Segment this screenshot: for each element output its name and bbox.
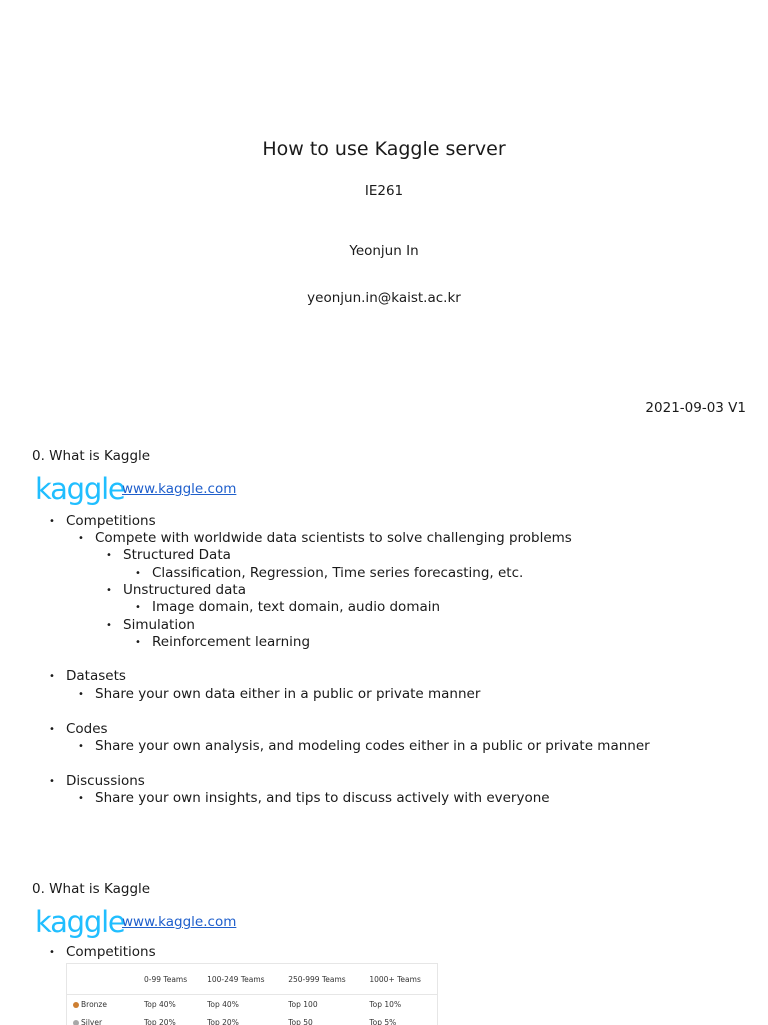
table-cell: Top 100 bbox=[282, 995, 363, 1014]
bronze-medal-icon bbox=[73, 1002, 79, 1008]
list-item: • Image domain, text domain, audio domain bbox=[152, 599, 440, 615]
table-header: 1000+ Teams bbox=[363, 964, 437, 995]
table-header bbox=[67, 964, 138, 995]
list-item-simulation: • Simulation bbox=[123, 617, 195, 633]
list-item-codes: • Codes bbox=[66, 721, 108, 737]
list-item: • Share your own analysis, and modeling codes either in a public or private manner bbox=[95, 738, 650, 754]
list-item: • Reinforcement learning bbox=[152, 634, 310, 650]
list-item: • Share your own data either in a public or private manner bbox=[95, 686, 480, 702]
table-header-row bbox=[67, 964, 437, 995]
table-header: 100-249 Teams bbox=[201, 964, 282, 995]
table-row bbox=[67, 1013, 437, 1025]
kaggle-link[interactable]: www.kaggle.com bbox=[122, 914, 236, 930]
list-item-discussions: • Discussions bbox=[66, 773, 145, 789]
list-item: • Share your own insights, and tips to discuss actively with everyone bbox=[95, 790, 550, 806]
medal-cell bbox=[67, 995, 138, 1014]
author-name: Yeonjun In bbox=[0, 243, 768, 259]
competition-tier-table bbox=[66, 963, 438, 1025]
list-item-competitions: • Competitions bbox=[66, 944, 156, 960]
course-code: IE261 bbox=[0, 183, 768, 199]
table-cell: Top 20% bbox=[138, 1013, 201, 1025]
table-cell: Top 10% bbox=[363, 995, 437, 1014]
list-item-structured-data: • Structured Data bbox=[123, 547, 231, 563]
list-item: • Classification, Regression, Time series forecasting, etc. bbox=[152, 565, 523, 581]
kaggle-logo: kaggle bbox=[35, 475, 125, 504]
table-cell: Top 5% bbox=[363, 1013, 437, 1025]
table-cell: Top 50 bbox=[282, 1013, 363, 1025]
document-title: How to use Kaggle server bbox=[0, 138, 768, 160]
table-cell: Top 20% bbox=[201, 1013, 282, 1025]
list-item-unstructured-data: • Unstructured data bbox=[123, 582, 246, 598]
medal-cell bbox=[67, 1013, 138, 1025]
table-cell: Top 40% bbox=[201, 995, 282, 1014]
silver-medal-icon bbox=[73, 1020, 79, 1025]
table-header: 0-99 Teams bbox=[138, 964, 201, 995]
slide1-heading: 0. What is Kaggle bbox=[32, 448, 150, 464]
slide2-heading: 0. What is Kaggle bbox=[32, 881, 150, 897]
kaggle-link[interactable]: www.kaggle.com bbox=[122, 481, 236, 497]
table-row bbox=[67, 995, 437, 1014]
list-item-competitions: • Competitions bbox=[66, 513, 156, 529]
medal-label: Bronze bbox=[81, 1000, 107, 1009]
table-cell: Top 40% bbox=[138, 995, 201, 1014]
version-date: 2021-09-03 V1 bbox=[645, 400, 746, 416]
table-header: 250-999 Teams bbox=[282, 964, 363, 995]
list-item: • Compete with worldwide data scientists to solve challenging problems bbox=[95, 530, 572, 546]
kaggle-logo: kaggle bbox=[35, 908, 125, 937]
list-item-datasets: • Datasets bbox=[66, 668, 126, 684]
medal-label: Silver bbox=[81, 1018, 102, 1025]
author-email: yeonjun.in@kaist.ac.kr bbox=[0, 290, 768, 306]
